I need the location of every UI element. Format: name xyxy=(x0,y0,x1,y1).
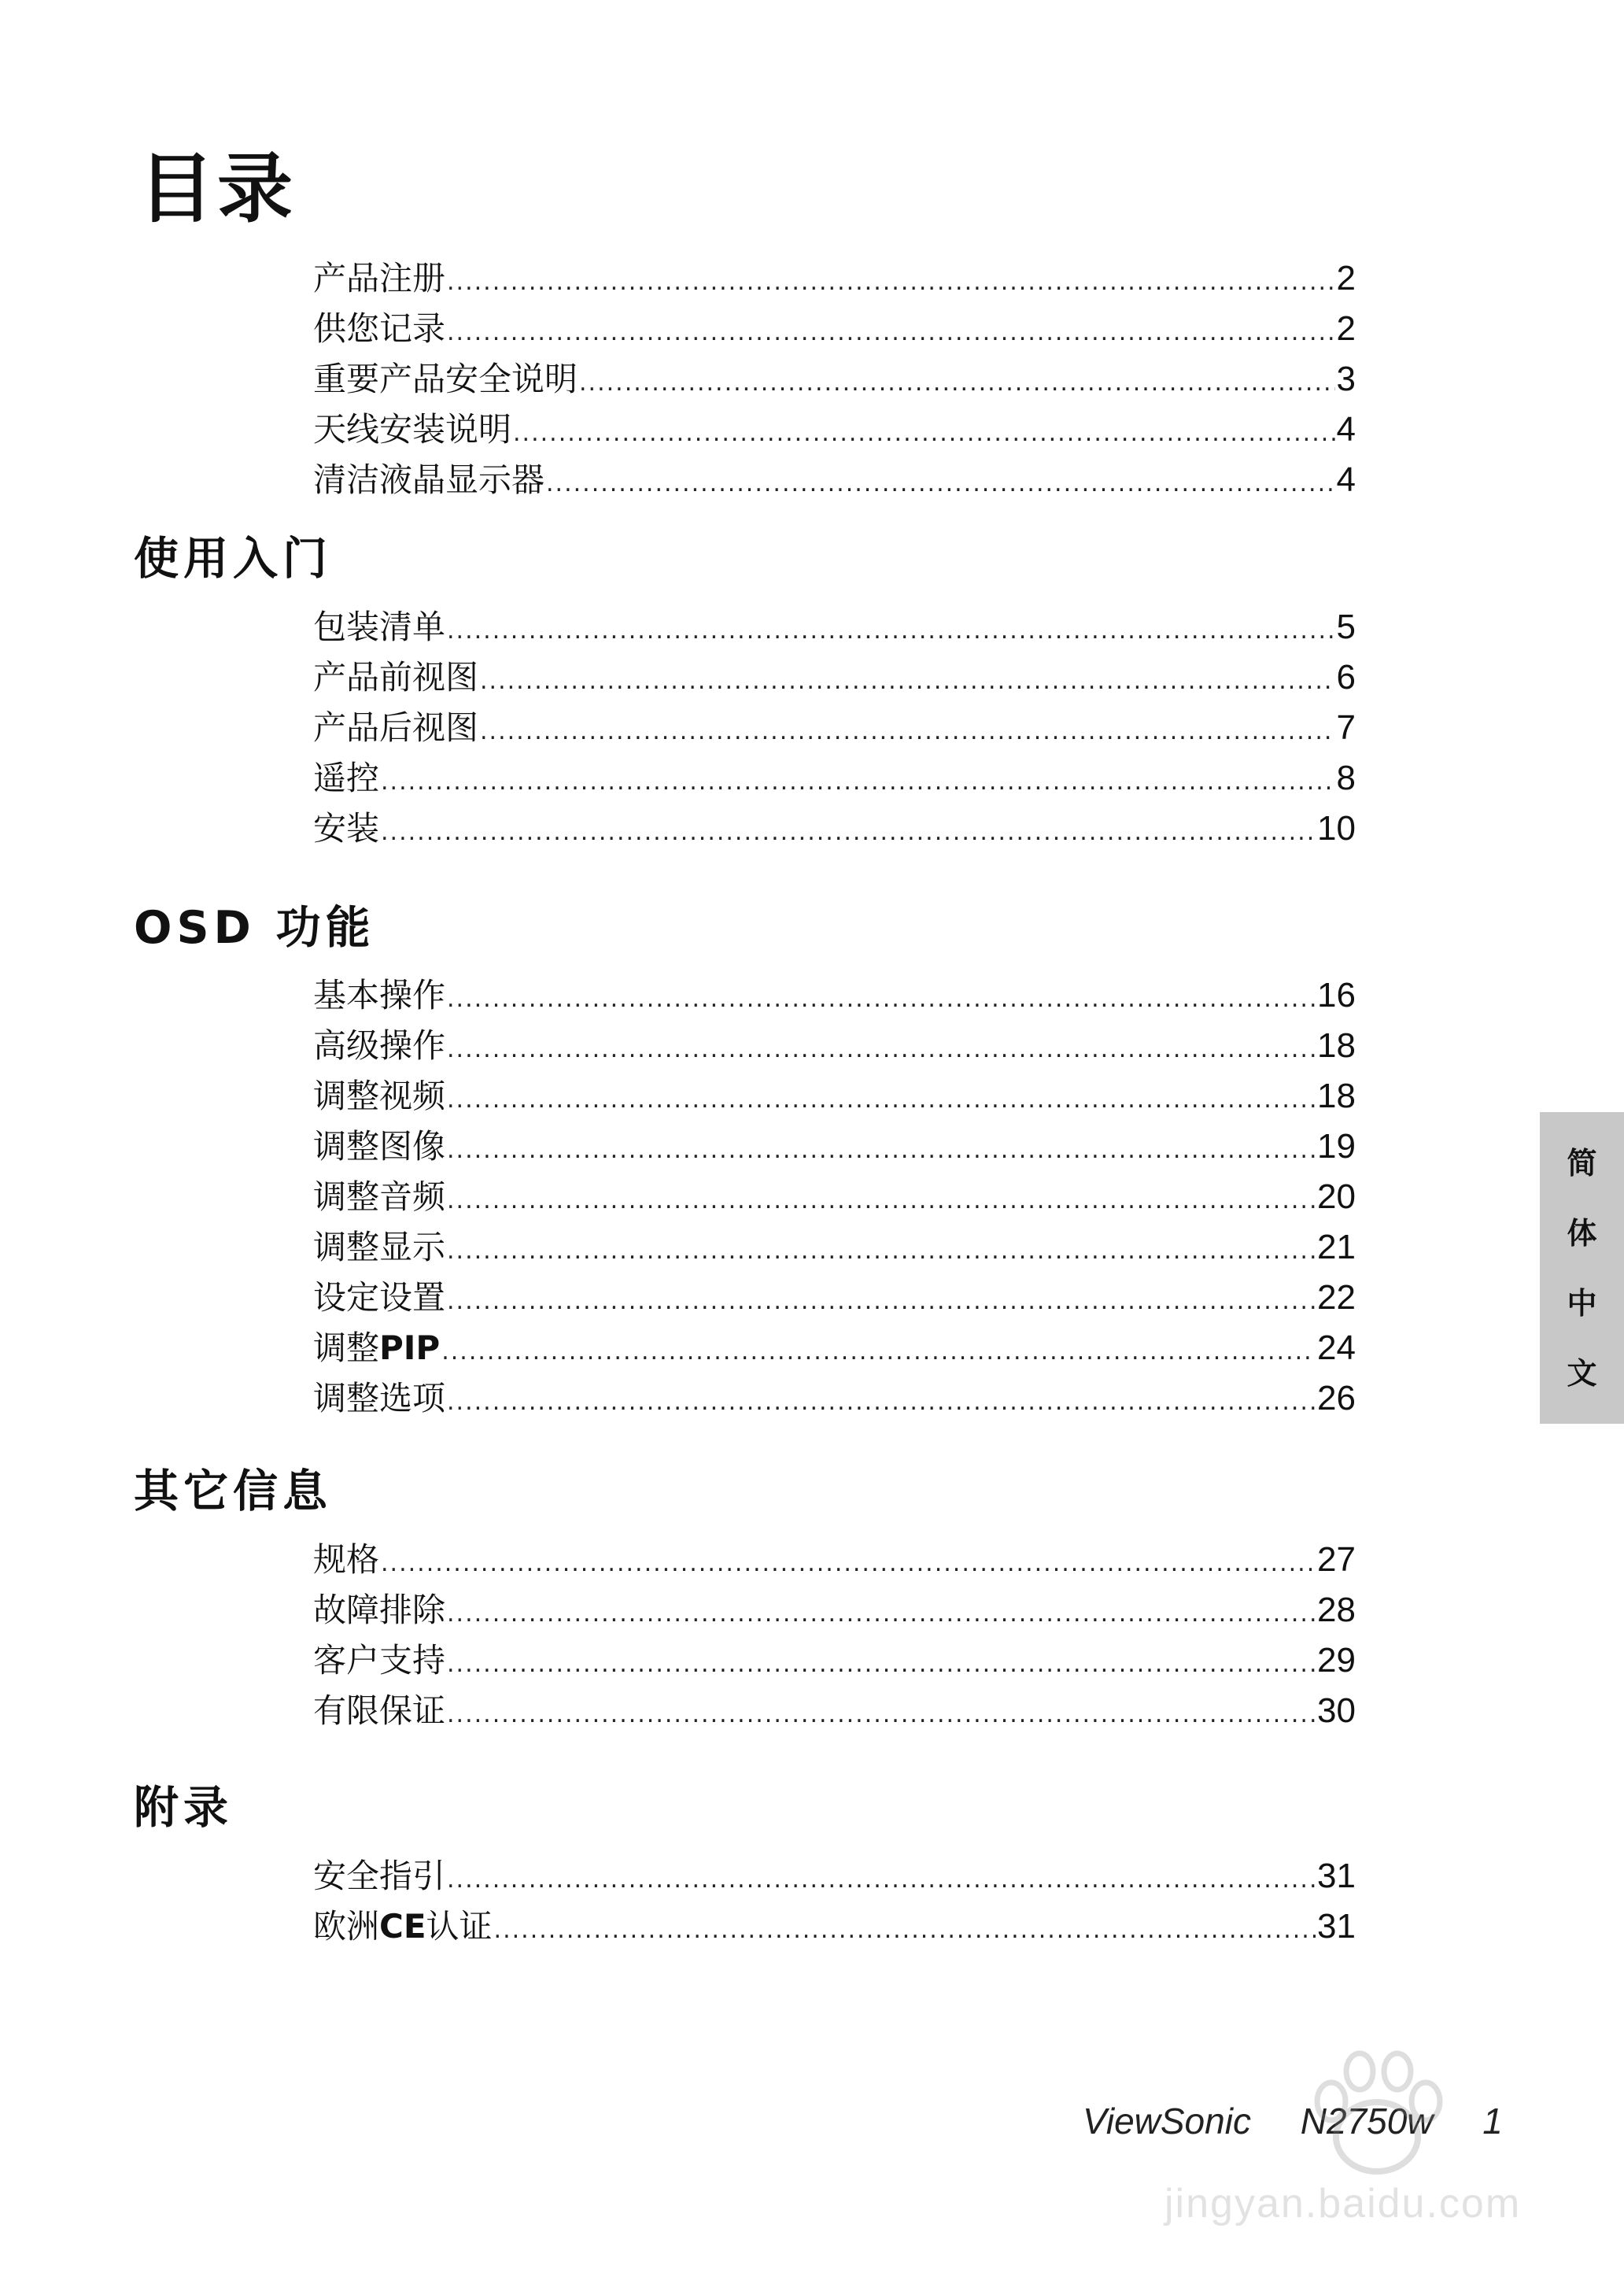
toc-entry-page: 31 xyxy=(1317,1907,1356,1946)
toc-entry-label: 清洁液晶显示器 xyxy=(313,460,545,499)
toc-entry-page: 29 xyxy=(1317,1641,1356,1680)
dot-leader xyxy=(447,1277,1316,1327)
toc-entry-page: 22 xyxy=(1317,1278,1356,1317)
toc-entry[interactable] xyxy=(313,602,1356,652)
toc-entry[interactable] xyxy=(313,1851,1356,1901)
dot-leader xyxy=(447,1125,1316,1176)
section-title-getting-started: 使用入门 xyxy=(134,533,332,585)
toc-entry-label: 有限保证 xyxy=(313,1691,446,1730)
toc-appendix-list xyxy=(313,1851,1356,1952)
dot-leader xyxy=(447,1176,1316,1226)
dot-leader xyxy=(480,656,1335,707)
toc-entry-label: 规格 xyxy=(313,1540,380,1579)
toc-entry-page: 8 xyxy=(1336,759,1356,797)
language-side-tab xyxy=(1540,1112,1624,1424)
toc-entry-label xyxy=(313,1323,440,1373)
toc-entry-page: 19 xyxy=(1317,1127,1356,1166)
toc-entry-page: 24 xyxy=(1317,1329,1356,1367)
toc-entry[interactable] xyxy=(313,652,1356,703)
toc-entry-page: 3 xyxy=(1336,360,1356,398)
toc-entry[interactable] xyxy=(313,354,1356,405)
dot-leader xyxy=(381,1539,1316,1589)
section-title-osd: OSD 功能 xyxy=(134,902,375,954)
toc-entry-page: 4 xyxy=(1336,460,1356,499)
toc-entry[interactable] xyxy=(313,253,1356,304)
side-tab-char: 中 xyxy=(1567,1285,1597,1321)
page-footer xyxy=(1083,2097,1503,2145)
toc-entry-page: 2 xyxy=(1336,259,1356,298)
toc-entry-label: 产品注册 xyxy=(313,259,446,298)
toc-entry[interactable] xyxy=(313,1071,1356,1122)
toc-other-info-list xyxy=(313,1535,1356,1736)
toc-entry[interactable] xyxy=(313,304,1356,354)
toc-entry-page: 21 xyxy=(1317,1228,1356,1266)
toc-entry[interactable] xyxy=(313,1901,1356,1952)
section-title-appendix: 附录 xyxy=(134,1782,233,1834)
toc-entry[interactable] xyxy=(313,1635,1356,1686)
dot-leader xyxy=(579,358,1335,408)
toc-entry-label: 调整音频 xyxy=(313,1177,446,1216)
toc-entry-page: 20 xyxy=(1317,1177,1356,1216)
dot-leader xyxy=(381,808,1316,858)
dot-leader xyxy=(447,1226,1316,1277)
toc-entry[interactable] xyxy=(313,753,1356,804)
toc-entry-label: 供您记录 xyxy=(313,309,446,348)
toc-entry[interactable] xyxy=(313,703,1356,753)
toc-entry-label: 重要产品安全说明 xyxy=(313,360,578,398)
toc-entry-label: 天线安装说明 xyxy=(313,410,512,449)
toc-entry[interactable] xyxy=(313,970,1356,1021)
toc-entry-label: 包装清单 xyxy=(313,608,446,646)
toc-entry[interactable] xyxy=(313,405,1356,455)
toc-entry[interactable] xyxy=(313,1535,1356,1585)
toc-entry-label: 产品前视图 xyxy=(313,658,479,697)
toc-entry-page: 2 xyxy=(1336,309,1356,348)
toc-entry-label-tail: 认证 xyxy=(426,1907,493,1946)
toc-entry[interactable] xyxy=(313,804,1356,854)
toc-entry-page: 6 xyxy=(1336,658,1356,697)
toc-entry-page: 31 xyxy=(1317,1857,1356,1895)
toc-entry-label: 设定设置 xyxy=(313,1278,446,1317)
dot-leader xyxy=(480,707,1335,757)
dot-leader xyxy=(494,1905,1316,1956)
toc-osd-list xyxy=(313,970,1356,1424)
toc-entry-page: 18 xyxy=(1317,1077,1356,1115)
footer-model: N2750w xyxy=(1300,2101,1434,2142)
toc-entry-label-bold: PIP xyxy=(379,1329,441,1367)
toc-entry-label: 客户支持 xyxy=(313,1641,446,1680)
toc-intro-list xyxy=(313,253,1356,505)
toc-entry[interactable] xyxy=(313,1021,1356,1071)
dot-leader xyxy=(447,1690,1316,1740)
toc-entry-label: 调整显示 xyxy=(313,1228,446,1266)
dot-leader xyxy=(513,408,1335,459)
page-title: 目录 xyxy=(138,145,296,233)
footer-page-number: 1 xyxy=(1482,2101,1503,2142)
toc-entry-page: 18 xyxy=(1317,1026,1356,1065)
dot-leader xyxy=(447,1377,1316,1428)
toc-entry[interactable] xyxy=(313,1122,1356,1172)
toc-getting-started-list xyxy=(313,602,1356,854)
toc-entry-label: 遥控 xyxy=(313,759,380,797)
section-title-other-info: 其它信息 xyxy=(134,1465,332,1517)
dot-leader xyxy=(447,308,1335,358)
dot-leader xyxy=(441,1327,1316,1377)
toc-entry-page: 4 xyxy=(1336,410,1356,449)
dot-leader xyxy=(447,257,1335,308)
toc-entry[interactable] xyxy=(313,1323,1356,1373)
toc-entry-page: 27 xyxy=(1317,1540,1356,1579)
toc-entry-label: 安装 xyxy=(313,809,380,848)
toc-entry-label-text: 欧洲 xyxy=(313,1907,380,1946)
watermark-text: jingyan.baidu.com xyxy=(1164,2181,1522,2227)
side-tab-char: 体 xyxy=(1567,1215,1597,1251)
toc-entry[interactable] xyxy=(313,1222,1356,1273)
toc-entry-label: 基本操作 xyxy=(313,976,446,1014)
toc-entry-label: 调整图像 xyxy=(313,1127,446,1166)
side-tab-char: 简 xyxy=(1567,1145,1597,1181)
toc-entry-label: 故障排除 xyxy=(313,1591,446,1629)
toc-entry-label: 产品后视图 xyxy=(313,708,479,747)
toc-entry-page: 7 xyxy=(1336,708,1356,747)
toc-entry-label: 调整选项 xyxy=(313,1379,446,1417)
toc-entry-label xyxy=(313,1901,493,1952)
toc-entry[interactable] xyxy=(313,455,1356,505)
dot-leader xyxy=(447,1639,1316,1690)
dot-leader xyxy=(381,757,1335,808)
toc-entry-label-bold: CE xyxy=(379,1907,426,1946)
dot-leader xyxy=(447,606,1335,656)
dot-leader xyxy=(447,1025,1316,1075)
toc-entry-page: 16 xyxy=(1317,976,1356,1014)
dot-leader xyxy=(546,459,1335,509)
toc-entry-page: 5 xyxy=(1336,608,1356,646)
toc-entry-label: 调整视频 xyxy=(313,1077,446,1115)
dot-leader xyxy=(447,1075,1316,1125)
toc-entry[interactable] xyxy=(313,1373,1356,1424)
toc-entry[interactable] xyxy=(313,1585,1356,1635)
toc-entry-page: 30 xyxy=(1317,1691,1356,1730)
toc-entry[interactable] xyxy=(313,1273,1356,1323)
footer-brand: ViewSonic xyxy=(1083,2101,1251,2142)
toc-entry-page: 10 xyxy=(1317,809,1356,848)
toc-entry[interactable] xyxy=(313,1172,1356,1222)
dot-leader xyxy=(447,974,1316,1025)
toc-entry-page: 26 xyxy=(1317,1379,1356,1417)
toc-entry-label: 高级操作 xyxy=(313,1026,446,1065)
dot-leader xyxy=(447,1589,1316,1639)
toc-entry-label-text: 调整 xyxy=(313,1329,380,1367)
dot-leader xyxy=(447,1855,1316,1905)
side-tab-char: 文 xyxy=(1567,1355,1597,1391)
toc-entry-page: 28 xyxy=(1317,1591,1356,1629)
toc-entry[interactable] xyxy=(313,1686,1356,1736)
toc-entry-label: 安全指引 xyxy=(313,1857,446,1895)
